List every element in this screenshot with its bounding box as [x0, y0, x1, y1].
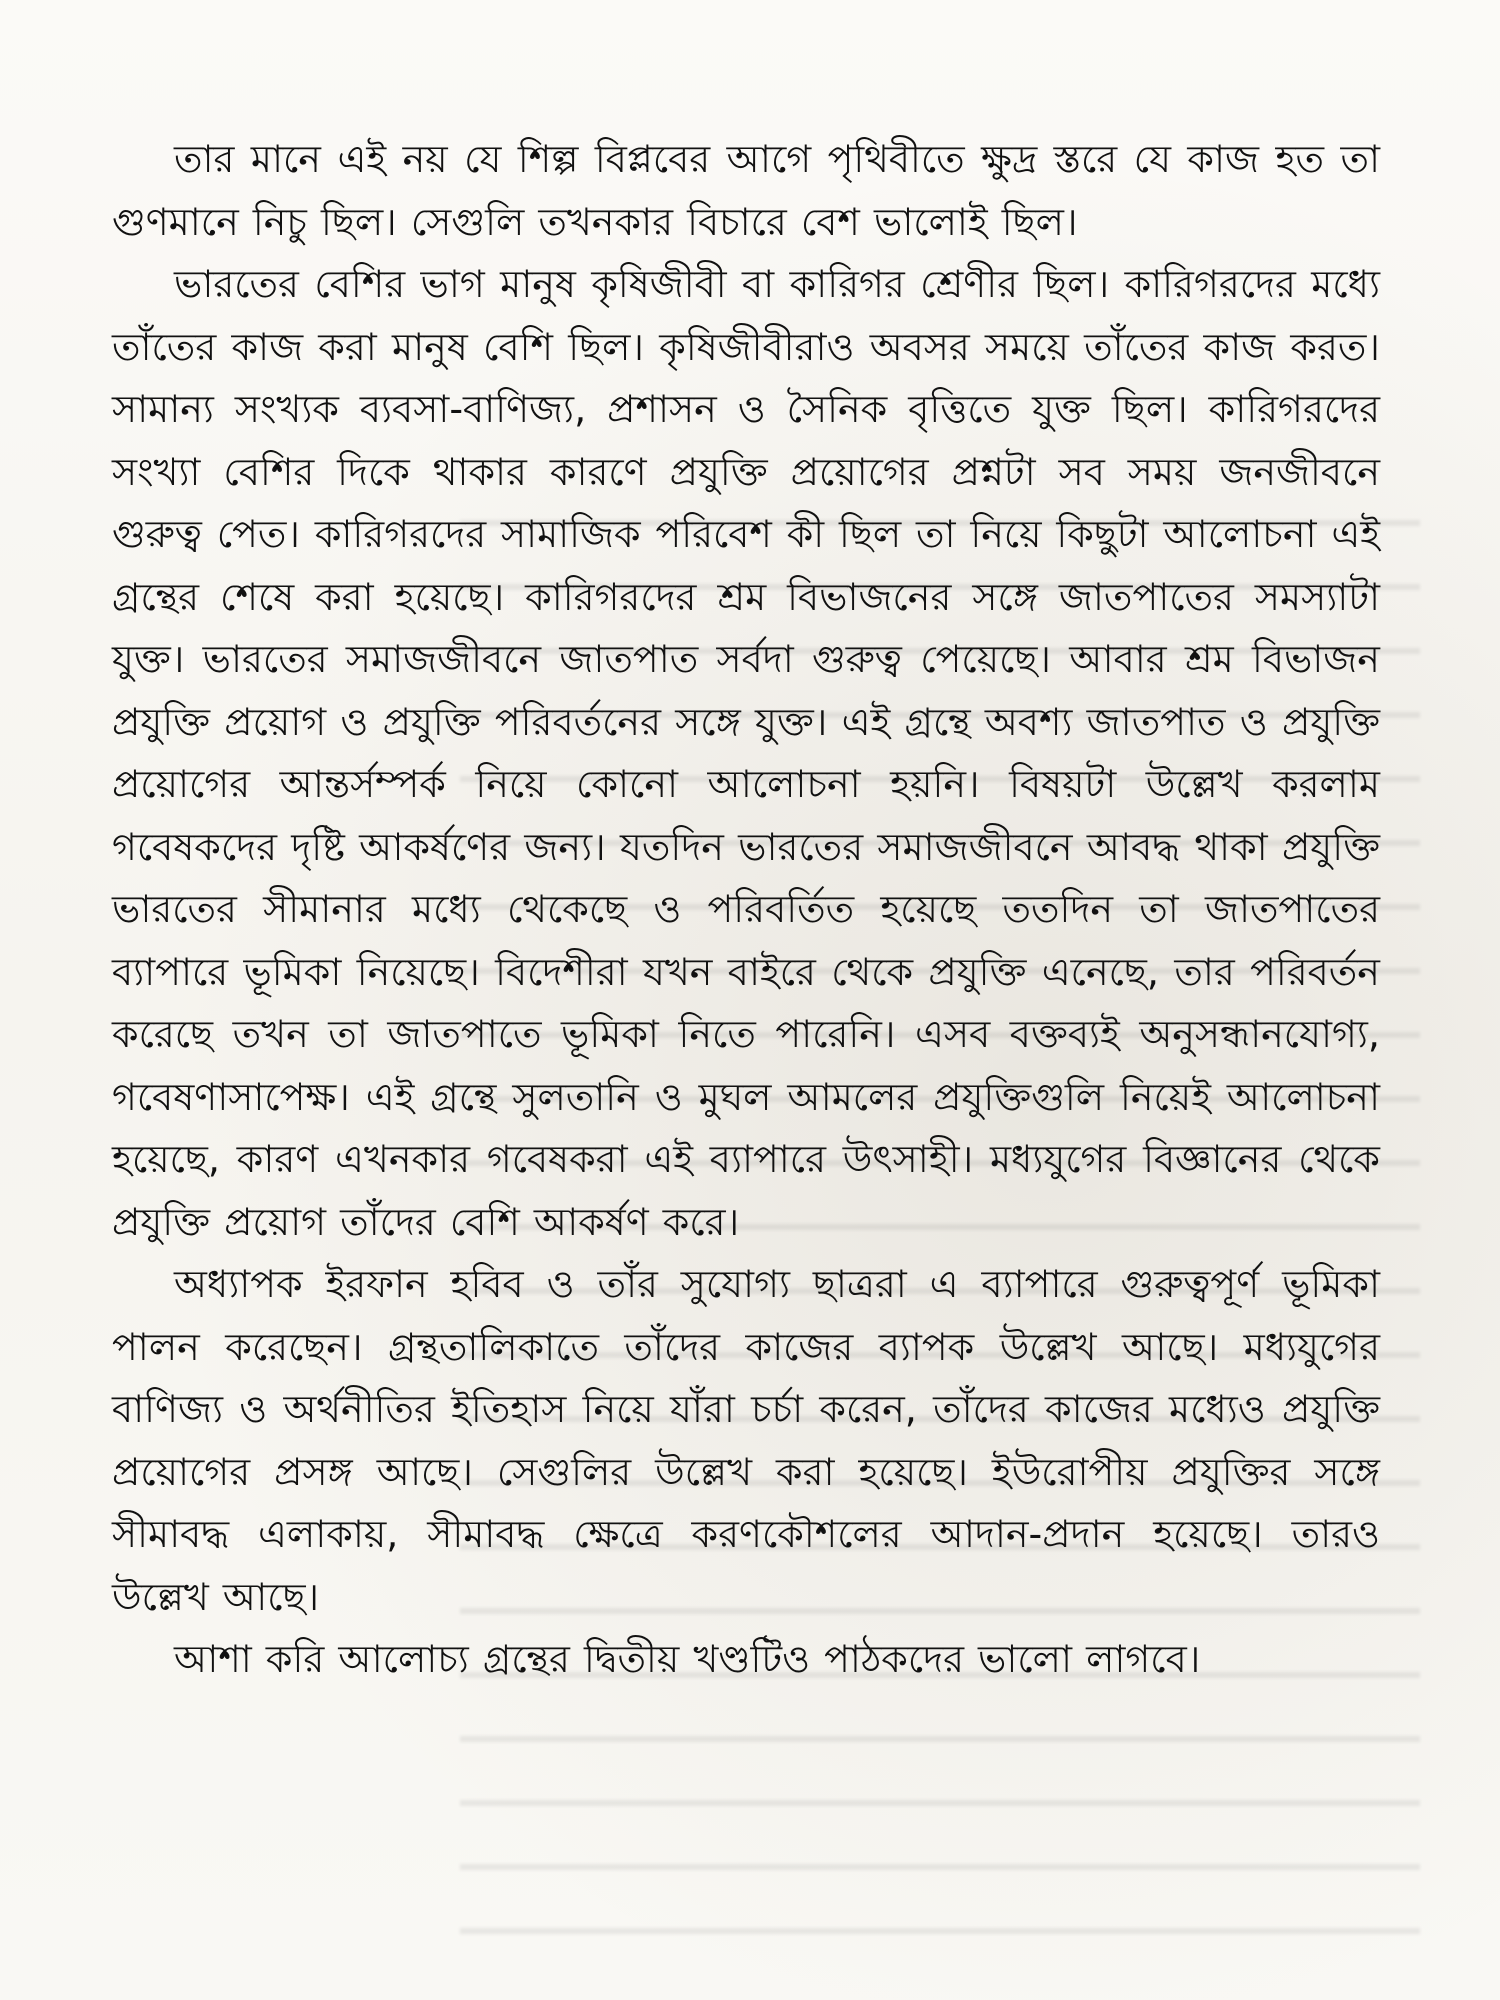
- paragraph-3: অধ্যাপক ইরফান হবিব ও তাঁর সুযোগ্য ছাত্ররা এ ব্যাপারে গুরুত্বপূর্ণ ভূমিকা পালন করেছেন। গ্রন্থতালিকাতে তাঁদের কাজের ব্যাপক উল্লেখ আছে। মধ্যযুগের বাণিজ্য ও অর্থনীতির ইতিহাস নিয়ে যাঁরা চর্চা করেন, তাঁদের কাজের মধ্যেও প্রযুক্তি প্রয়োগের প্রসঙ্গ আছে। সেগুলির উল্লেখ করা হয়েছে। ইউরোপীয় প্রযুক্তির সঙ্গে সীমাবদ্ধ এলাকায়, সীমাবদ্ধ ক্ষেত্রে করণকৌশলের আদান-প্রদান হয়েছে। তারও উল্লেখ আছে।: [112, 1262, 1380, 1619]
- paragraph-2: ভারতের বেশির ভাগ মানুষ কৃষিজীবী বা কারিগর শ্রেণীর ছিল। কারিগরদের মধ্যে তাঁতের কাজ করা মানুষ বেশি ছিল। কৃষিজীবীরাও অবসর সময়ে তাঁতের কাজ করত। সামান্য সংখ্যক ব্যবসা-বাণিজ্য, প্রশাসন ও সৈনিক বৃত্তিতে যুক্ত ছিল। কারিগরদের সংখ্যা বেশির দিকে থাকার কারণে প্রযুক্তি প্রয়োগের প্রশ্নটা সব সময় জনজীবনে গুরুত্ব পেত। কারিগরদের সামাজিক পরিবেশ কী ছিল তা নিয়ে কিছুটা আলোচনা এই গ্রন্থের শেষে করা হয়েছে। কারিগরদের শ্রম বিভাজনের সঙ্গে জাতপাতের সমস্যাটা যুক্ত। ভারতের সমাজজীবনে জাতপাত সর্বদা গুরুত্ব পেয়েছে। আবার শ্রম বিভাজন প্রযুক্তি প্রয়োগ ও প্রযুক্তি পরিবর্তনের সঙ্গে যুক্ত। এই গ্রন্থে অবশ্য জাতপাত ও প্রযুক্তি প্রয়োগের আন্তর্সম্পর্ক নিয়ে কোনো আলোচনা হয়নি। বিষয়টা উল্লেখ করলাম গবেষকদের দৃষ্টি আকর্ষণের জন্য। যতদিন ভারতের সমাজজীবনে আবদ্ধ থাকা প্রযুক্তি ভারতের সীমানার মধ্যে থেকেছে ও পরিবর্তিত হয়েছে ততদিন তা জাতপাতের ব্যাপারে ভূমিকা নিয়েছে। বিদেশীরা যখন বাইরে থেকে প্রযুক্তি এনেছে, তার পরিবর্তন করেছে তখন তা জাতপাতে ভূমিকা নিতে পারেনি। এসব বক্তব্যই অনুসন্ধানযোগ্য, গবেষণাসাপেক্ষ। এই গ্রন্থে সুলতানি ও মুঘল আমলের প্রযুক্তিগুলি নিয়েই আলোচনা হয়েছে, কারণ এখনকার গবেষকরা এই ব্যাপারে উৎসাহী। মধ্যযুগের বিজ্ঞানের থেকে প্রযুক্তি প্রয়োগ তাঁদের বেশি আকর্ষণ করে।: [112, 262, 1380, 1244]
- paragraph-4: আশা করি আলোচ্য গ্রন্থের দ্বিতীয় খণ্ডটিও পাঠকদের ভালো লাগবে।: [174, 1637, 1201, 1681]
- paragraph-1: তার মানে এই নয় যে শিল্প বিপ্লবের আগে পৃথিবীতে ক্ষুদ্র স্তরে যে কাজ হত তা গুণমানে নিচু ছিল। সেগুলি তখনকার বিচারে বেশ ভালোই ছিল।: [112, 137, 1380, 244]
- page-body-text: [112, 128, 1380, 1691]
